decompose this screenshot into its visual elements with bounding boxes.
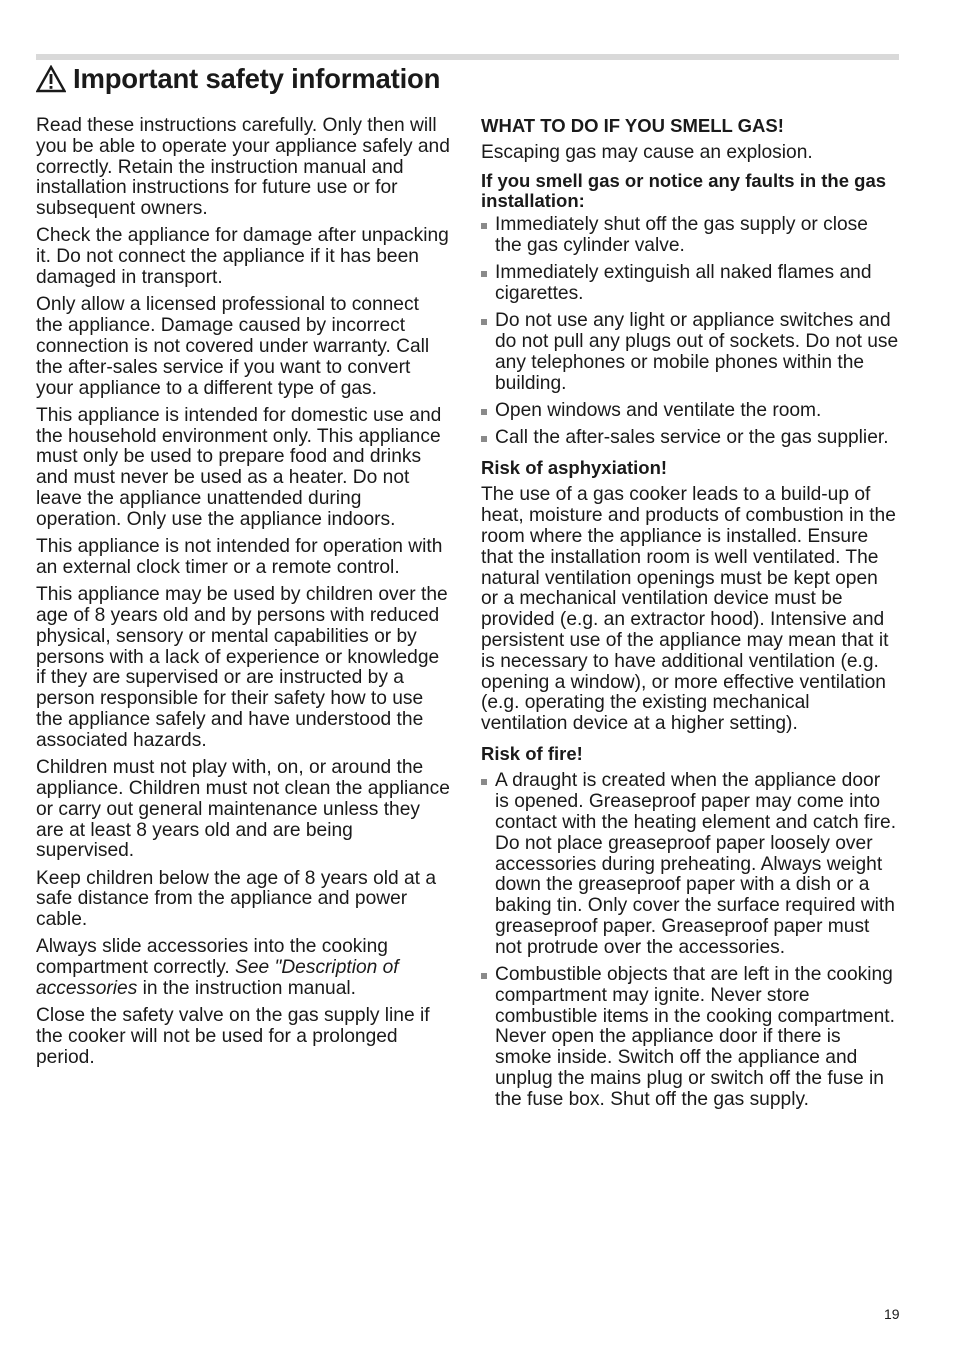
warning-triangle-icon <box>36 65 66 93</box>
paragraph-children-play: Children must not play with, on, or around the appliance. Children must not clean the appliance or carry out general maintenance unless they are at least 8 years old and are being supervised. <box>36 757 450 862</box>
paragraph-licensed-professional: Only allow a licensed professional to connect the appliance. Damage caused by incorrect connection is not covered under warranty. Call the after-sales service if you want to convert your appliance to a different type of gas. <box>36 294 430 399</box>
gas-subheading: If you smell gas or notice any faults in the gas installation: <box>481 169 887 212</box>
top-rule <box>36 54 899 60</box>
list-item: Open windows and ventilate the room. <box>481 401 899 422</box>
list-item: Immediately extinguish all naked flames and cigarettes. <box>481 263 899 305</box>
paragraph-clock-timer: This appliance is not intended for operation with an external clock timer or a remote control. <box>36 536 443 578</box>
list-item: Immediately shut off the gas supply or close the gas cylinder valve. <box>481 215 899 257</box>
gas-intro: Escaping gas may cause an explosion. <box>481 142 813 164</box>
fire-bullet-list <box>481 771 899 1110</box>
accessories-text-end: in the instruction manual. <box>137 978 356 1000</box>
list-item: A draught is created when the appliance door is opened. Greaseproof paper may come into contact with the heating element and catch fire. Do not place greaseproof paper loosely over accessories during preheating. Always weight down the greaseproof paper with a dish or a baking tin. Only cover the surface required with greaseproof paper. Greaseproof paper must not protrude over the accessories. <box>481 771 899 958</box>
list-item: Call the after-sales service or the gas supplier. <box>481 428 899 449</box>
fire-heading: Risk of fire! <box>481 743 583 765</box>
page-number: 19 <box>884 1306 900 1322</box>
accessories-reference-link[interactable]: See "Description of accessories <box>36 957 399 1000</box>
gas-heading: WHAT TO DO IF YOU SMELL GAS! <box>481 115 784 136</box>
page-title-text: Important safety information <box>73 63 441 94</box>
page-title <box>36 61 440 97</box>
list-item: Combustible objects that are left in the cooking compartment may ignite. Never store combustible items in the cooking compartment. Never open the appliance door if there is smoke inside. Switch off the appliance and unplug the mains plug or switch off the fuse in the fuse box. Shut off the gas supply. <box>481 965 899 1111</box>
gas-bullet-list <box>481 215 899 449</box>
list-item: Do not use any light or appliance switches and do not pull any plugs out of sockets. Do not use any telephones or mobile phones within the building. <box>481 311 899 394</box>
paragraph-children-usage: This appliance may be used by children over the age of 8 years old and by persons with reduced physical, sensory or mental capabilities or by persons with a lack of experience or knowledge if they are supervised or are instructed by a person responsible for their safety how to use the appliance safely and have understood the associated hazards. <box>36 584 448 751</box>
accessories-text-start: Always slide accessories into the cooking compartment correctly. <box>36 936 388 979</box>
paragraph-domestic-use: This appliance is intended for domestic use and the household environment only. This appliance must only be used to prepare food and drinks and must never be used as a heater. Do not leave the appliance unattended during operation. Only use the appliance indoors. <box>36 404 442 530</box>
asphyxiation-heading: Risk of asphyxiation! <box>481 457 668 479</box>
paragraph-safety-valve: Close the safety valve on the gas supply line if the cooker will not be used for a prolonged period. <box>36 1005 430 1068</box>
asphyxiation-text: The use of a gas cooker leads to a build-up of heat, moisture and products of combustion in the room where the appliance is installed. Ensure that the installation room is well ventilated. The natural ventilation openings must be kept open or a mechanical ventilation device must be provided (e.g. an extractor hood). Intensive and persistent use of the appliance may mean that it is necessary to have additional ventilation (e.g. opening a window), or more effective ventilation (e.g. operating the existing mechanical ventilation device at a higher setting). <box>481 484 896 735</box>
left-column <box>36 116 450 1075</box>
paragraph-children-distance: Keep children below the age of 8 years old at a safe distance from the appliance and power cable. <box>36 867 437 931</box>
paragraph-accessories <box>36 937 450 999</box>
paragraph-read-instructions: Read these instructions carefully. Only then will you be able to operate your appliance safely and correctly. Retain the instruction manual and installation instructions for future use or for subsequent owners. <box>36 115 450 220</box>
paragraph-check-damage: Check the appliance for damage after unpacking it. Do not connect the appliance if it has been damaged in transport. <box>36 225 449 289</box>
right-column <box>481 116 899 1117</box>
